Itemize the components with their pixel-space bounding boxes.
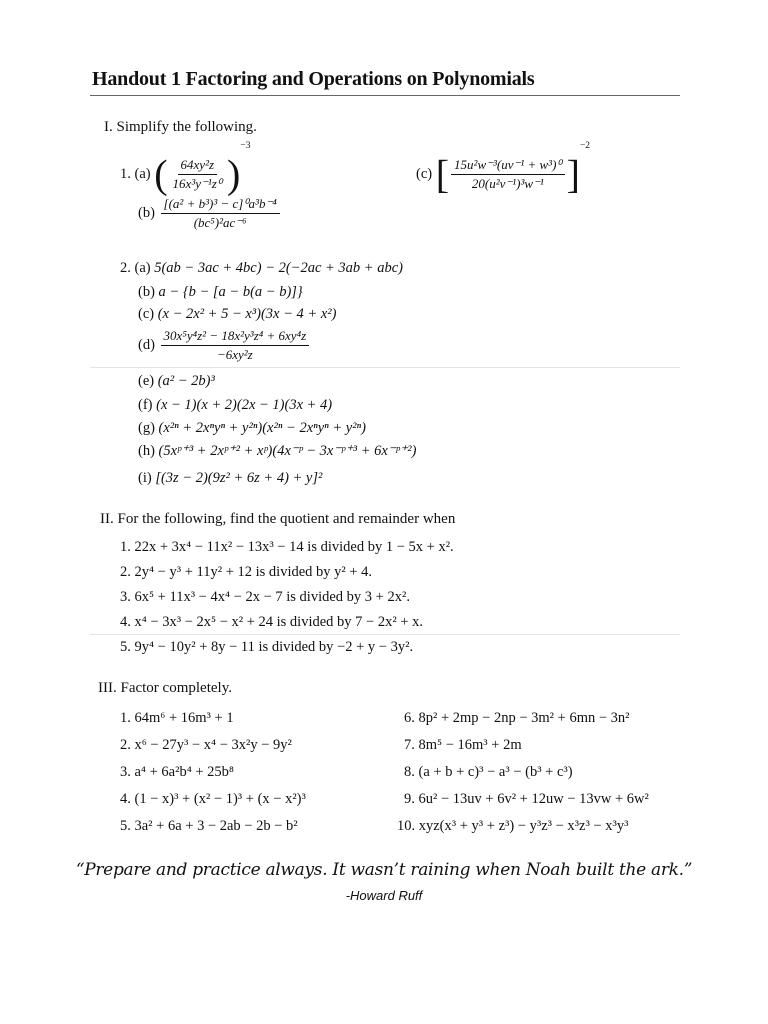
s1-item2-b (138, 284, 303, 301)
item-number: 2. (120, 737, 131, 753)
expression: x⁶ − 27y³ − x⁴ − 3x²y − 9y² (134, 737, 292, 753)
item-number: 4. (120, 614, 131, 630)
s1-item2-f (138, 397, 332, 414)
expression: 8m⁵ − 16m³ + 2m (418, 737, 522, 753)
expression: (x²ⁿ + 2xⁿyⁿ + y²ⁿ)(x²ⁿ − 2xⁿyⁿ + y²ⁿ) (158, 420, 366, 436)
item-number: 5. (120, 639, 131, 655)
expression: 9y⁴ − 10y² + 8y − 11 is divided by −2 + y − 3y². (134, 639, 414, 655)
expression: a⁴ + 6a²b⁴ + 25b⁸ (134, 764, 234, 780)
fraction (161, 196, 280, 231)
page-divider (90, 367, 680, 368)
item-number: 1. (120, 166, 131, 182)
part-label: (g) (138, 420, 155, 436)
expression: 6u² − 13uv + 6v² + 12uw − 13vw + 6w² (418, 791, 649, 807)
expression: (a² − 2b)³ (157, 373, 215, 389)
expression: x⁴ − 3x³ − 2x⁵ − x² + 24 is divided by 7 − 2x² + x. (134, 614, 424, 630)
expression: (x − 1)(x + 2)(2x − 1)(3x + 4) (156, 397, 333, 413)
part-label: (e) (138, 373, 155, 389)
item-number: 2. (120, 564, 131, 580)
s1-item2-c (138, 306, 336, 323)
expression: 64m⁶ + 16m³ + 1 (134, 710, 234, 726)
s2-item-3 (120, 589, 410, 606)
s3-item-4 (120, 791, 306, 808)
item-number: 3. (120, 764, 131, 780)
s1-item2-i (138, 470, 322, 487)
s3-item-2 (120, 737, 292, 754)
part-label: (a) (134, 166, 151, 182)
s1-item1-c: (c) [ $\frac{\text{15u²w⁻³(uv⁻¹ + w³)⁰}}{\text{20(u²v⁻¹)³w⁻¹}}$ ]$^{-2}$ (416, 141, 591, 197)
s2-item-2 (120, 564, 372, 581)
item-number: 4. (120, 791, 131, 807)
s1-item2-a (120, 260, 403, 277)
s1-item1-a: 1. (a) ( $\frac{\text{64xy²z}}{\text{16x³y⁻¹z⁰}}$ )$^{-3}$ (120, 141, 251, 197)
title-rule (90, 95, 680, 96)
part-label: (c) (138, 306, 155, 322)
s3-item-10 (397, 818, 628, 835)
fraction (170, 157, 225, 192)
s3-item-8 (404, 764, 573, 781)
s3-item-5 (120, 818, 298, 835)
expression: 8p² + 2mp − 2np − 3m² + 6mn − 3n² (418, 710, 630, 726)
expression: 22x + 3x⁴ − 11x² − 13x³ − 14 is divided by 1 − 5x + x². (134, 539, 454, 555)
section-3-heading: III. Factor completely. (98, 680, 232, 696)
part-label: (b) (138, 284, 155, 300)
s2-item-1 (120, 539, 454, 556)
expression: (1 − x)³ + (x² − 1)³ + (x − x²)³ (134, 791, 306, 807)
s1-item1-b (138, 196, 282, 231)
section-1-heading: I. Simplify the following. (104, 119, 257, 135)
s1-item2-e (138, 373, 215, 390)
s2-item-5 (120, 639, 413, 656)
s3-item-3 (120, 764, 234, 781)
s3-item-7 (404, 737, 522, 754)
part-label: (a) (134, 260, 151, 276)
section-2-heading: II. For the following, find the quotient and remainder when (100, 511, 456, 527)
expression: 3a² + 6a + 3 − 2ab − 2b − b² (134, 818, 298, 834)
item-number: 7. (404, 737, 415, 753)
item-number: 1. (120, 539, 131, 555)
expression: (5xᵖ⁺³ + 2xᵖ⁺² + xᵖ)(4x⁻ᵖ − 3x⁻ᵖ⁺³ + 6x⁻ᵖ⁺²) (158, 443, 417, 459)
s3-item-6 (404, 710, 630, 727)
part-label: (d) (138, 336, 155, 353)
denominator: (bc⁵)²ac⁻⁶ (193, 215, 247, 230)
item-number: 5. (120, 818, 131, 834)
page-title: Handout 1 Factoring and Operations on Polynomials (92, 68, 535, 90)
numerator: [(a² + b³)³ − c]⁰a³b⁻⁴ (161, 196, 280, 214)
denominator: −6xy²z (216, 347, 253, 362)
s1-item2-d (138, 328, 311, 363)
s2-item-4 (120, 614, 423, 631)
expression: xyz(x³ + y³ + z³) − y³z³ − x³z³ − x³y³ (418, 818, 629, 834)
quote-author: -Howard Ruff (345, 888, 423, 903)
fraction (451, 157, 565, 192)
expression: (x − 2x² + 5 − x³)(3x − 4 + x²) (157, 306, 337, 322)
fraction (161, 328, 310, 363)
denominator: 20(u²v⁻¹)³w⁻¹ (471, 176, 544, 192)
numerator: 15u²w⁻³(uv⁻¹ + w³)⁰ (451, 157, 565, 175)
exponent: −2 (579, 141, 591, 151)
item-number: 9. (404, 791, 415, 807)
expression: [(3z − 2)(9z² + 6z + 4) + y]² (155, 470, 323, 486)
numerator: 30x⁵y⁴z² − 18x²y³z⁴ + 6xy⁴z (161, 328, 310, 346)
expression: 6x⁵ + 11x³ − 4x⁴ − 2x − 7 is divided by 3 + 2x². (134, 589, 410, 605)
expression: 2y⁴ − y³ + 11y² + 12 is divided by y² + 4. (134, 564, 373, 580)
exponent: −3 (240, 141, 251, 151)
item-number: 6. (404, 710, 415, 726)
expression: a − {b − [a − b(a − b)]} (158, 284, 303, 300)
page-divider (90, 634, 680, 635)
expression: 5(ab − 3ac + 4bc) − 2(−2ac + 3ab + abc) (154, 260, 403, 276)
s3-item-9 (404, 791, 649, 808)
item-number: 3. (120, 589, 131, 605)
item-number: 2. (120, 260, 131, 276)
part-label: (h) (138, 443, 155, 459)
expression: (a + b + c)³ − a³ − (b³ + c³) (418, 764, 573, 780)
s3-item-1 (120, 710, 234, 727)
part-label: (c) (416, 166, 433, 182)
denominator: 16x³y⁻¹z⁰ (172, 176, 223, 192)
s1-item2-g (138, 420, 366, 437)
part-label: (f) (138, 397, 153, 413)
part-label: (i) (138, 470, 152, 486)
numerator: 64xy²z (178, 157, 218, 175)
s1-item2-h (138, 443, 416, 460)
quote: “Prepare and practice always. It wasn’t raining when Noah built the ark.” (75, 860, 693, 880)
item-number: 1. (120, 710, 131, 726)
item-number: 8. (404, 764, 415, 780)
item-number: 10. (397, 818, 416, 834)
part-label: (b) (138, 204, 155, 221)
